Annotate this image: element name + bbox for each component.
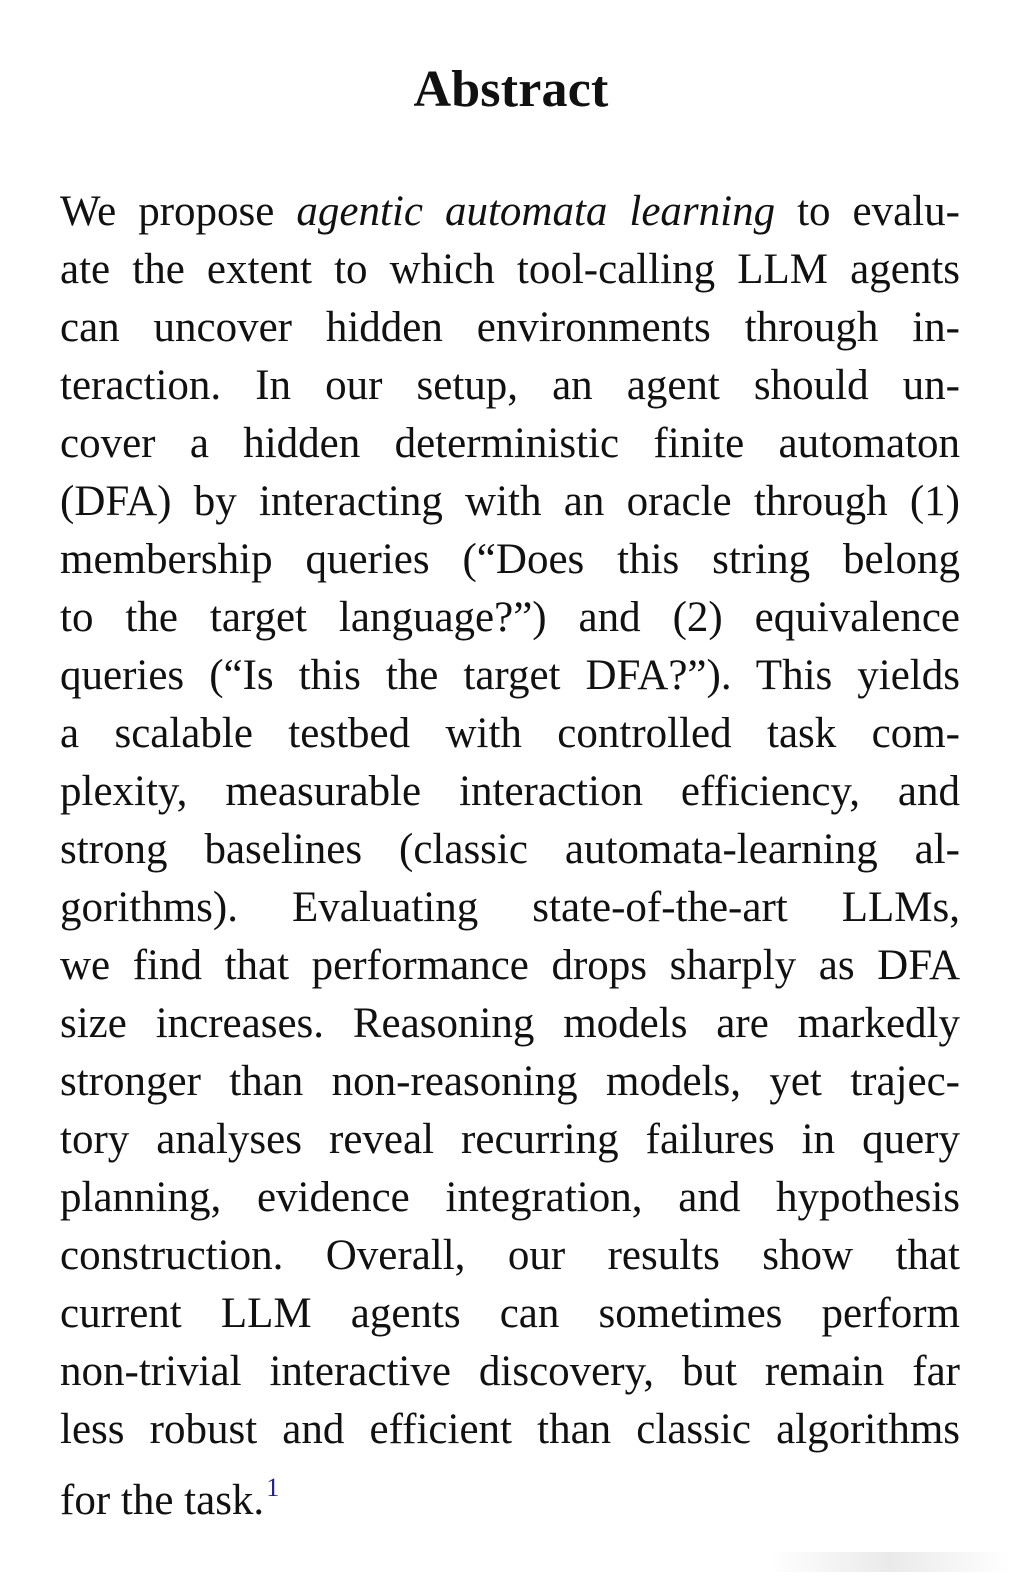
abstract-line: size increases. Reasoning models are markedly <box>60 1000 960 1047</box>
abstract-line: to the target language?”) and (2) equivalence <box>60 594 960 641</box>
scan-artifact <box>770 1552 1010 1572</box>
abstract-text: to evalu- <box>775 188 960 235</box>
abstract-text: for the task. <box>60 1477 265 1524</box>
abstract-line: membership queries (“Does this string belong <box>60 536 960 583</box>
abstract-line: plexity, measurable interaction efficiency, and <box>60 768 960 815</box>
abstract-line: tory analyses reveal recurring failures in query <box>60 1116 960 1163</box>
abstract-line: non-trivial interactive discovery, but remain far <box>60 1348 960 1395</box>
abstract-line: strong baselines (classic automata-learning al- <box>60 826 960 873</box>
abstract-text: We propose <box>60 188 297 235</box>
footnote-marker[interactable]: 1 <box>266 1473 280 1502</box>
abstract-line: less robust and efficient than classic algorithms <box>60 1406 960 1453</box>
abstract-body <box>60 183 960 1524</box>
abstract-line: (DFA) by interacting with an oracle through (1) <box>60 478 960 525</box>
abstract-line: gorithms). Evaluating state-of-the-art LLMs, <box>60 884 960 931</box>
abstract-last-line <box>60 1459 960 1524</box>
abstract-line: can uncover hidden environments through in- <box>60 304 960 351</box>
abstract-line: ate the extent to which tool-calling LLM agents <box>60 246 960 293</box>
abstract-line: current LLM agents can sometimes perform <box>60 1290 960 1337</box>
abstract-line <box>60 183 960 241</box>
abstract-line: construction. Overall, our results show that <box>60 1232 960 1279</box>
abstract-line: stronger than non-reasoning models, yet trajec- <box>60 1058 960 1105</box>
abstract-line: we find that performance drops sharply as DFA <box>60 942 960 989</box>
abstract-heading: Abstract <box>413 61 609 118</box>
abstract-line: teraction. In our setup, an agent should un- <box>60 362 960 409</box>
abstract-line: a scalable testbed with controlled task com- <box>60 710 960 757</box>
abstract-emphasis: agentic automata learning <box>296 188 776 235</box>
abstract-line: planning, evidence integration, and hypothesis <box>60 1174 960 1221</box>
abstract-line: queries (“Is this the target DFA?”). This yields <box>60 652 960 699</box>
abstract-line: cover a hidden deterministic finite automaton <box>60 420 960 467</box>
